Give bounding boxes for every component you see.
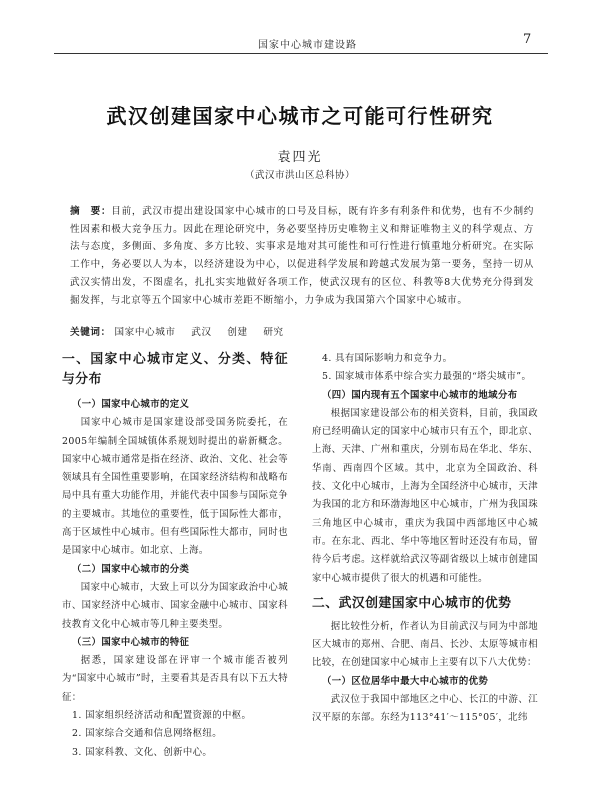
subsection-1-3-heading: （三）国家中心城市的特征: [72, 636, 190, 648]
paragraph-classification: 国家中心城市，大致上可以分为国家政治中心城市、国家经济中心城市、国家金融中心城市、国家科技教育文化中心城市等几种主要类型。: [62, 581, 288, 630]
feature-item: 5. 国家城市体系中综合实力最强的“塔尖城市”。: [322, 371, 532, 383]
paragraph-definition: 国家中心城市是国家建设部受国务院委托，在2005年编制全国城镇体系规划时提出的崭新概念。国家中心城市通常是指在经济、政治、文化、社会等领域具有全国性重要影响，在国家经济结构和战略布局中具有重大功能作用，并能代表中国参与国际竞争的主要城市。其地位的重要性，低于国际性大都市，高于区域性中心城市。但有些国际性大都市，同时也是国家中心城市。如北京、上海。: [62, 417, 288, 557]
left-column: [62, 350, 288, 762]
article-title: 武汉创建国家中心城市之可能可行性研究: [106, 104, 494, 128]
paragraph-distribution: 根据国家建设部公布的相关资料，目前，我国政府已经明确认定的国家中心城市只有五个，即北京、上海、天津、广州和重庆，分别布局在华北、华东、华南、西南四个区域。其中，北京为全国政治、科技、文化中心城市，上海为全国经济中心城市，天津为我国的北方和环渤海地区中心城市，广州为我国珠三角地区中心城市，重庆为我国中西部地区中心城市。在东北、西北、华中等地区暂时还没有布局，留待今后考虑。这样就给武汉等副省级以上城市创建国家中心城市提供了很大的机遇和可能性。: [312, 407, 538, 584]
subsection-1-4-heading: （四）国内现有五个国家中心城市的地域分布: [322, 389, 518, 401]
running-title: 国家中心城市建设路: [258, 40, 357, 51]
feature-item: 3. 国家科教、文化、创新中心。: [72, 746, 213, 758]
paragraph-location: 武汉位于我国中部地区之中心、长江的中游、江汉平原的东部。东经为113°41′～115°05′，北纬: [312, 694, 538, 724]
keywords-label: 关键词：: [70, 327, 111, 338]
keywords: [70, 324, 534, 338]
page-number: 7: [523, 32, 532, 47]
keyword: 国家中心城市: [114, 327, 176, 338]
abstract-text: 目前，武汉市提出建设国家中心城市的口号及目标，既有许多有利条件和优势，也有不少制约性因素和极大竞争压力。因此在理论研究中，务必要坚持历史唯物主义和辩证唯物主义的科学观点、方法与态度，多侧面、多角度、多方比较、实事求是地对其可能性和可行性进行慎重地分析研究。在实际工作中，务必要以人为本，以经济建设为中心，以促进科学发展和跨越式发展为第一要务，坚持一切从武汉实情出发，不图虚名，扎扎实实地做好各项工作，使武汉现有的区位、科教等8大优势充分得到发掘发挥，与北京等五个国家中心城市差距不断缩小，力争成为我国第六个国家中心城市。: [70, 206, 534, 306]
paragraph-features: 据悉，国家建设部在评审一个城市能否被列为“国家中心城市”时，主要看其是否具有以下五大特征：: [62, 655, 288, 703]
section-2-heading: 二、武汉创建国家中心城市的优势: [312, 595, 512, 611]
feature-item: 4. 具有国际影响力和竞争力。: [322, 353, 453, 364]
paragraph-advantages: 据比较性分析，作者认为目前武汉与同为中部地区大城市的郑州、合肥、南昌、长沙、太原等城市相比较，在创建国家中心城市上主要有以下八大优势：: [312, 620, 538, 669]
feature-item: 2. 国家综合交通和信息网络枢纽。: [72, 728, 222, 740]
keyword: 创建: [227, 327, 248, 338]
feature-item: 1. 国家组织经济活动和配置资源的中枢。: [72, 710, 252, 722]
subsection-1-2-heading: （二）国家中心城市的分类: [72, 563, 190, 575]
keyword: 武汉: [191, 327, 212, 338]
abstract-label: 摘 要：: [70, 206, 112, 217]
section-1-heading: 一、国家中心城市定义、分类、特征与分布: [62, 352, 288, 387]
abstract: [70, 203, 534, 309]
author-name: 袁四光: [277, 150, 323, 165]
subsection-1-1-heading: （一）国家中心城市的定义: [72, 399, 190, 410]
right-column: [312, 350, 538, 728]
author-affiliation: （武汉市洪山区总科协）: [244, 170, 355, 181]
subsection-2-1-heading: （一）区位居华中最大中心城市的优势: [322, 675, 489, 687]
running-header: [0, 0, 600, 52]
header-rule: [54, 53, 548, 54]
keyword: 研究: [263, 327, 284, 338]
